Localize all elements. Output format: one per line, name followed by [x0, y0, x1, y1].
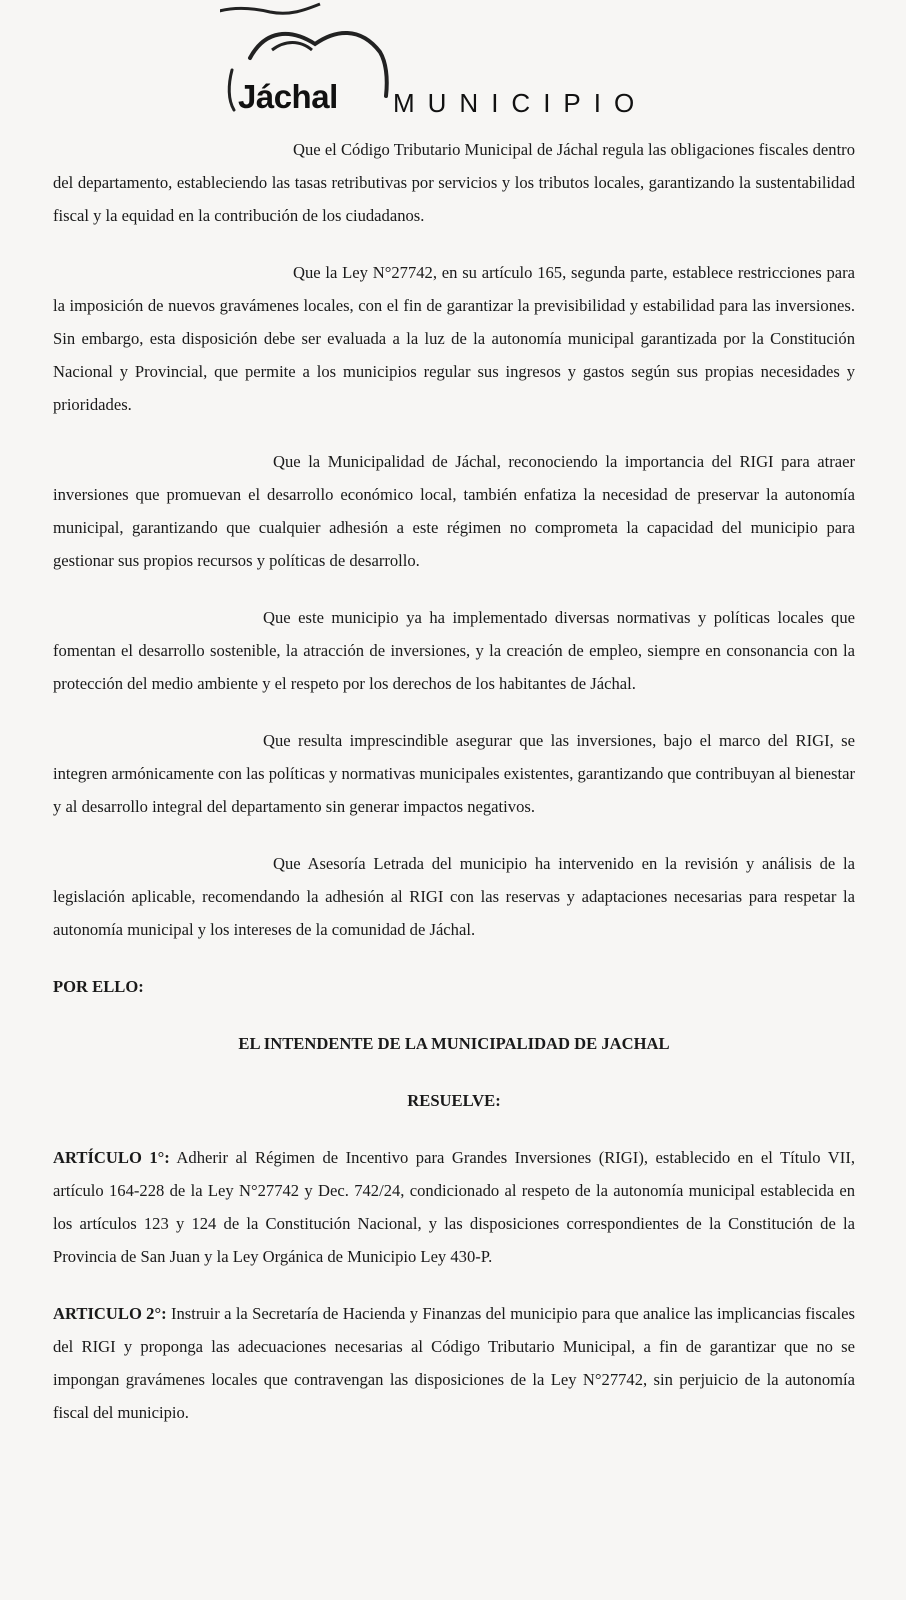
considerando-paragraph-2: Que la Ley N°27742, en su artículo 165, segunda parte, establece restricciones para la imposición de nuevos gravámenes locales, con el fin de garantizar la previsibilidad y estabilidad para las inversiones. Sin embargo, esta disposición debe ser evaluada a la luz de la autonomía municipal garantizada por la Constitución Nacional y Provincial, que permite a los municipios regular sus ingresos y gastos según sus propias necesidades y prioridades.	[53, 263, 855, 414]
article-2-text: Instruir a la Secretaría de Hacienda y Finanzas del municipio para que analice las implicancias fiscales del RIGI y proponga las adecuaciones necesarias al Código Tributario Municipal, a fin de garantizar que no se impongan gravámenes locales que contravengan las disposiciones de la Ley N°27742, sin perjuicio de la autonomía fiscal del municipio.	[53, 1304, 855, 1422]
logo-name: Jáchal	[238, 78, 338, 115]
municipio-logo	[220, 0, 680, 125]
intendente-heading: EL INTENDENTE DE LA MUNICIPALIDAD DE JACHAL	[238, 1034, 670, 1053]
considerando-paragraph-1: Que el Código Tributario Municipal de Jáchal regula las obligaciones fiscales dentro del departamento, estableciendo las tasas retributivas por servicios y los tributos locales, garantizando la sustentabilidad fiscal y la equidad en la contribución de los ciudadanos.	[53, 140, 855, 225]
considerando-paragraph-6: Que Asesoría Letrada del municipio ha intervenido en la revisión y análisis de la legislación aplicable, recomendando la adhesión al RIGI con las reservas y adaptaciones necesarias para respetar la autonomía municipal y los intereses de la comunidad de Jáchal.	[53, 854, 855, 939]
article-1-label: ARTÍCULO 1°:	[53, 1148, 170, 1167]
considerando-paragraph-3: Que la Municipalidad de Jáchal, reconociendo la importancia del RIGI para atraer inversiones que promuevan el desarrollo económico local, también enfatiza la necesidad de preservar la autonomía municipal, garantizando que cualquier adhesión a este régimen no comprometa la capacidad del municipio para gestionar sus propios recursos y políticas de desarrollo.	[53, 452, 855, 570]
resuelve-heading: RESUELVE:	[407, 1091, 501, 1110]
considerando-paragraph-4: Que este municipio ya ha implementado diversas normativas y políticas locales que fomentan el desarrollo sostenible, la atracción de inversiones, y la creación de empleo, siempre en consonancia con la protección del medio ambiente y el respeto por los derechos de los habitantes de Jáchal.	[53, 608, 855, 693]
considerando-paragraph-5: Que resulta imprescindible asegurar que las inversiones, bajo el marco del RIGI, se integren armónicamente con las políticas y normativas municipales existentes, garantizando que contribuyan al bienestar y al desarrollo integral del departamento sin generar impactos negativos.	[53, 731, 855, 816]
document-body	[53, 133, 855, 1453]
article-2-label: ARTICULO 2°:	[53, 1304, 167, 1323]
article-2	[53, 1297, 855, 1429]
article-1	[53, 1141, 855, 1273]
article-1-text: Adherir al Régimen de Incentivo para Grandes Inversiones (RIGI), establecido en el Título VII, artículo 164-228 de la Ley N°27742 y Dec. 742/24, condicionado al respeto de la autonomía municipal establecida en los artículos 123 y 124 de la Constitución Nacional, y las disposiciones correspondientes de la Constitución de la Provincia de San Juan y la Ley Orgánica de Municipio Ley 430-P.	[53, 1148, 855, 1266]
logo-suffix: MUNICIPIO	[393, 88, 648, 118]
por-ello-heading: POR ELLO:	[53, 977, 144, 996]
